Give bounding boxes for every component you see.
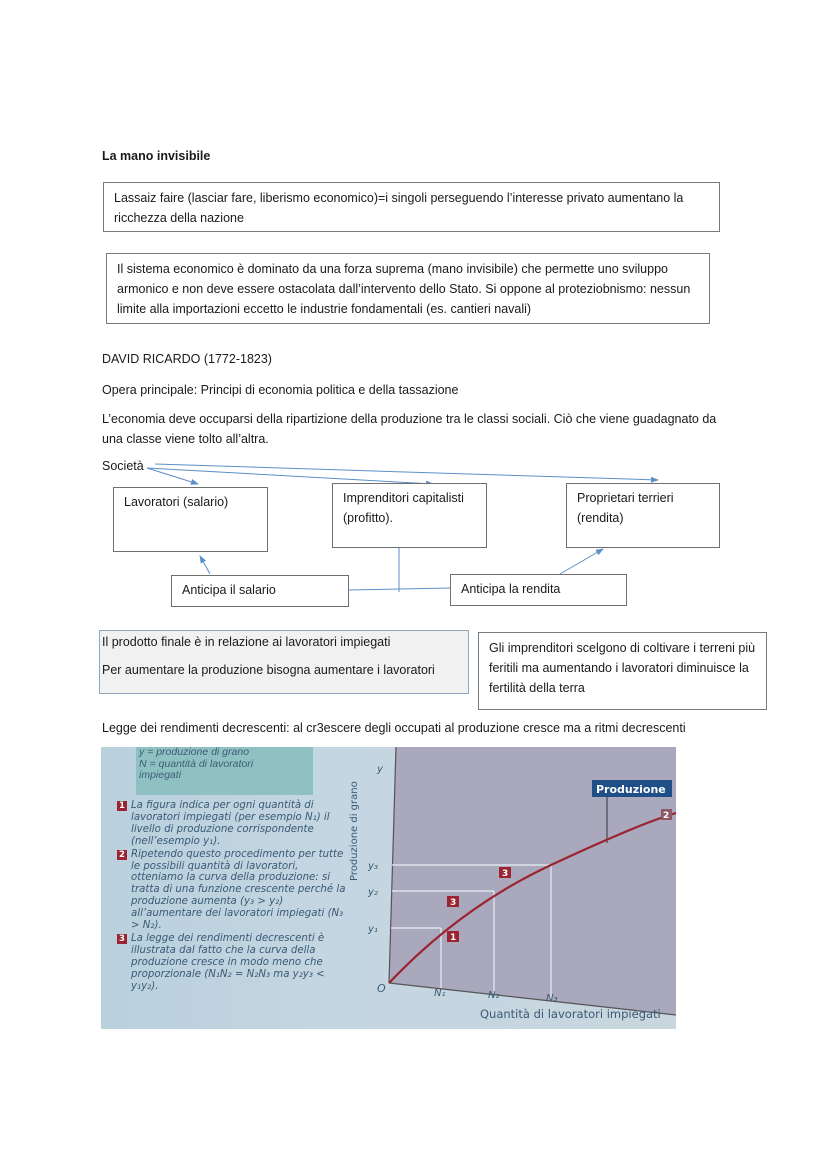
law-diminishing-returns: Legge dei rendimenti decrescenti: al cr3escere degli occupati al produzione cresce ma a ritmi decrescenti xyxy=(102,721,686,735)
note-fertility-box xyxy=(478,632,767,710)
x-axis-tick-n2: N₂ xyxy=(488,990,500,1001)
y-axis-tick-y: y xyxy=(377,764,383,775)
ricardo-heading: DAVID RICARDO (1772-1823) xyxy=(102,352,272,366)
origin-label: O xyxy=(377,982,386,995)
y-axis-label: Produzione di grano xyxy=(349,781,360,881)
node-imprenditori-line1: Imprenditori capitalisti xyxy=(343,491,464,505)
invisible-hand-text: Il sistema economico è dominato da una forza suprema (mano invisibile) che permette uno sviluppo armonico e non deve essere ostacolata dall’intervento dello Stato. Si oppone al proteziobnismo: nessun limite alla importazioni eccetto le industrie fondamentali (es. cantieri navali) xyxy=(117,262,691,316)
note-production-box xyxy=(99,630,469,694)
plot-badge-3-lower: 3 xyxy=(450,898,457,908)
legend-item-3-text: La legge dei rendimenti decrescenti è illustrata dal fatto che la curva della produzione cresce in modo meno che proporzionale (N₁N₂ = N₂N₃ ma y₂y₃ < y₁y₂). xyxy=(131,932,325,992)
laissez-faire-text: Lassaiz faire (lasciar fare, liberismo economico)=i singoli perseguendo l’interesse privato aumentano la ricchezza della nazione xyxy=(114,191,684,225)
ricardo-work: Opera principale: Principi di economia politica e della tassazione xyxy=(102,383,459,397)
ricardo-text: L’economia deve occuparsi della ripartizione della produzione tra le classi sociali. Ciò che viene guadagnato da una classe viene tolto all’altra. xyxy=(102,412,717,446)
plot-badge-3-upper: 3 xyxy=(502,869,509,879)
section-title: La mano invisibile xyxy=(102,149,211,163)
definition-y: y = produzione di grano xyxy=(139,747,250,758)
plot-badge-2: 2 xyxy=(663,811,670,821)
textbook-figure xyxy=(101,747,676,1029)
x-axis-tick-n1: N₁ xyxy=(434,988,446,999)
node-proprietari-line2: (rendita) xyxy=(577,511,624,525)
badge-2: 2 xyxy=(117,850,127,860)
y-axis-tick-y1: y₁ xyxy=(368,924,378,935)
node-lavoratori xyxy=(113,487,268,552)
definition-n-line1: N = quantità di lavoratori xyxy=(139,757,254,770)
note-production-line1: Il prodotto finale è in relazione ai lavoratori impiegati xyxy=(102,635,391,649)
x-axis-label: Quantità di lavoratori impiegati xyxy=(480,1007,661,1021)
node-lavoratori-label: Lavoratori (salario) xyxy=(124,495,229,509)
diagram-root-societa: Società xyxy=(102,459,144,473)
node-anticipa-rendita-label: Anticipa la rendita xyxy=(461,582,561,596)
node-anticipa-salario-label: Anticipa il salario xyxy=(182,583,276,597)
node-imprenditori-line2: (profitto). xyxy=(343,511,394,525)
y-axis-tick-y3: y₃ xyxy=(368,861,378,872)
badge-3: 3 xyxy=(117,934,127,944)
node-proprietari xyxy=(566,483,720,548)
note-fertility-text: Gli imprenditori scelgono di coltivare i terreni più feritili ma aumentando i lavoratori diminuisce la fertilità della terra xyxy=(489,641,756,695)
node-anticipa-salario xyxy=(171,575,349,607)
curve-label: Produzione xyxy=(596,783,666,796)
legend-item-1-text: La figura indica per ogni quantità di lavoratori impiegati (per esempio N₁) il livello di produzione corrispondente (nell’esempio y₁). xyxy=(131,800,330,847)
legend-item-2-text: Ripetendo questo procedimento per tutte le possibili quantità di lavoratori, otteniamo la curva della produzione: si tratta di una funzione crescente perché la produzione aumenta (y₃ > y₂) all’aumentare dei lavoratori impiegati (N₃ > N₂). xyxy=(131,848,346,932)
note-production-line2: Per aumentare la produzione bisogna aumentare i lavoratori xyxy=(102,663,435,677)
badge-1: 1 xyxy=(117,801,127,811)
plot-badge-1: 1 xyxy=(450,933,457,943)
x-axis-tick-n3: N₃ xyxy=(546,993,558,1004)
y-axis-tick-y2: y₂ xyxy=(368,887,378,898)
node-imprenditori xyxy=(332,483,487,548)
production-chart xyxy=(101,747,676,1029)
definition-n-line2: impiegati xyxy=(139,769,182,781)
node-anticipa-rendita xyxy=(450,574,627,606)
node-proprietari-line1: Proprietari terrieri xyxy=(577,491,674,505)
